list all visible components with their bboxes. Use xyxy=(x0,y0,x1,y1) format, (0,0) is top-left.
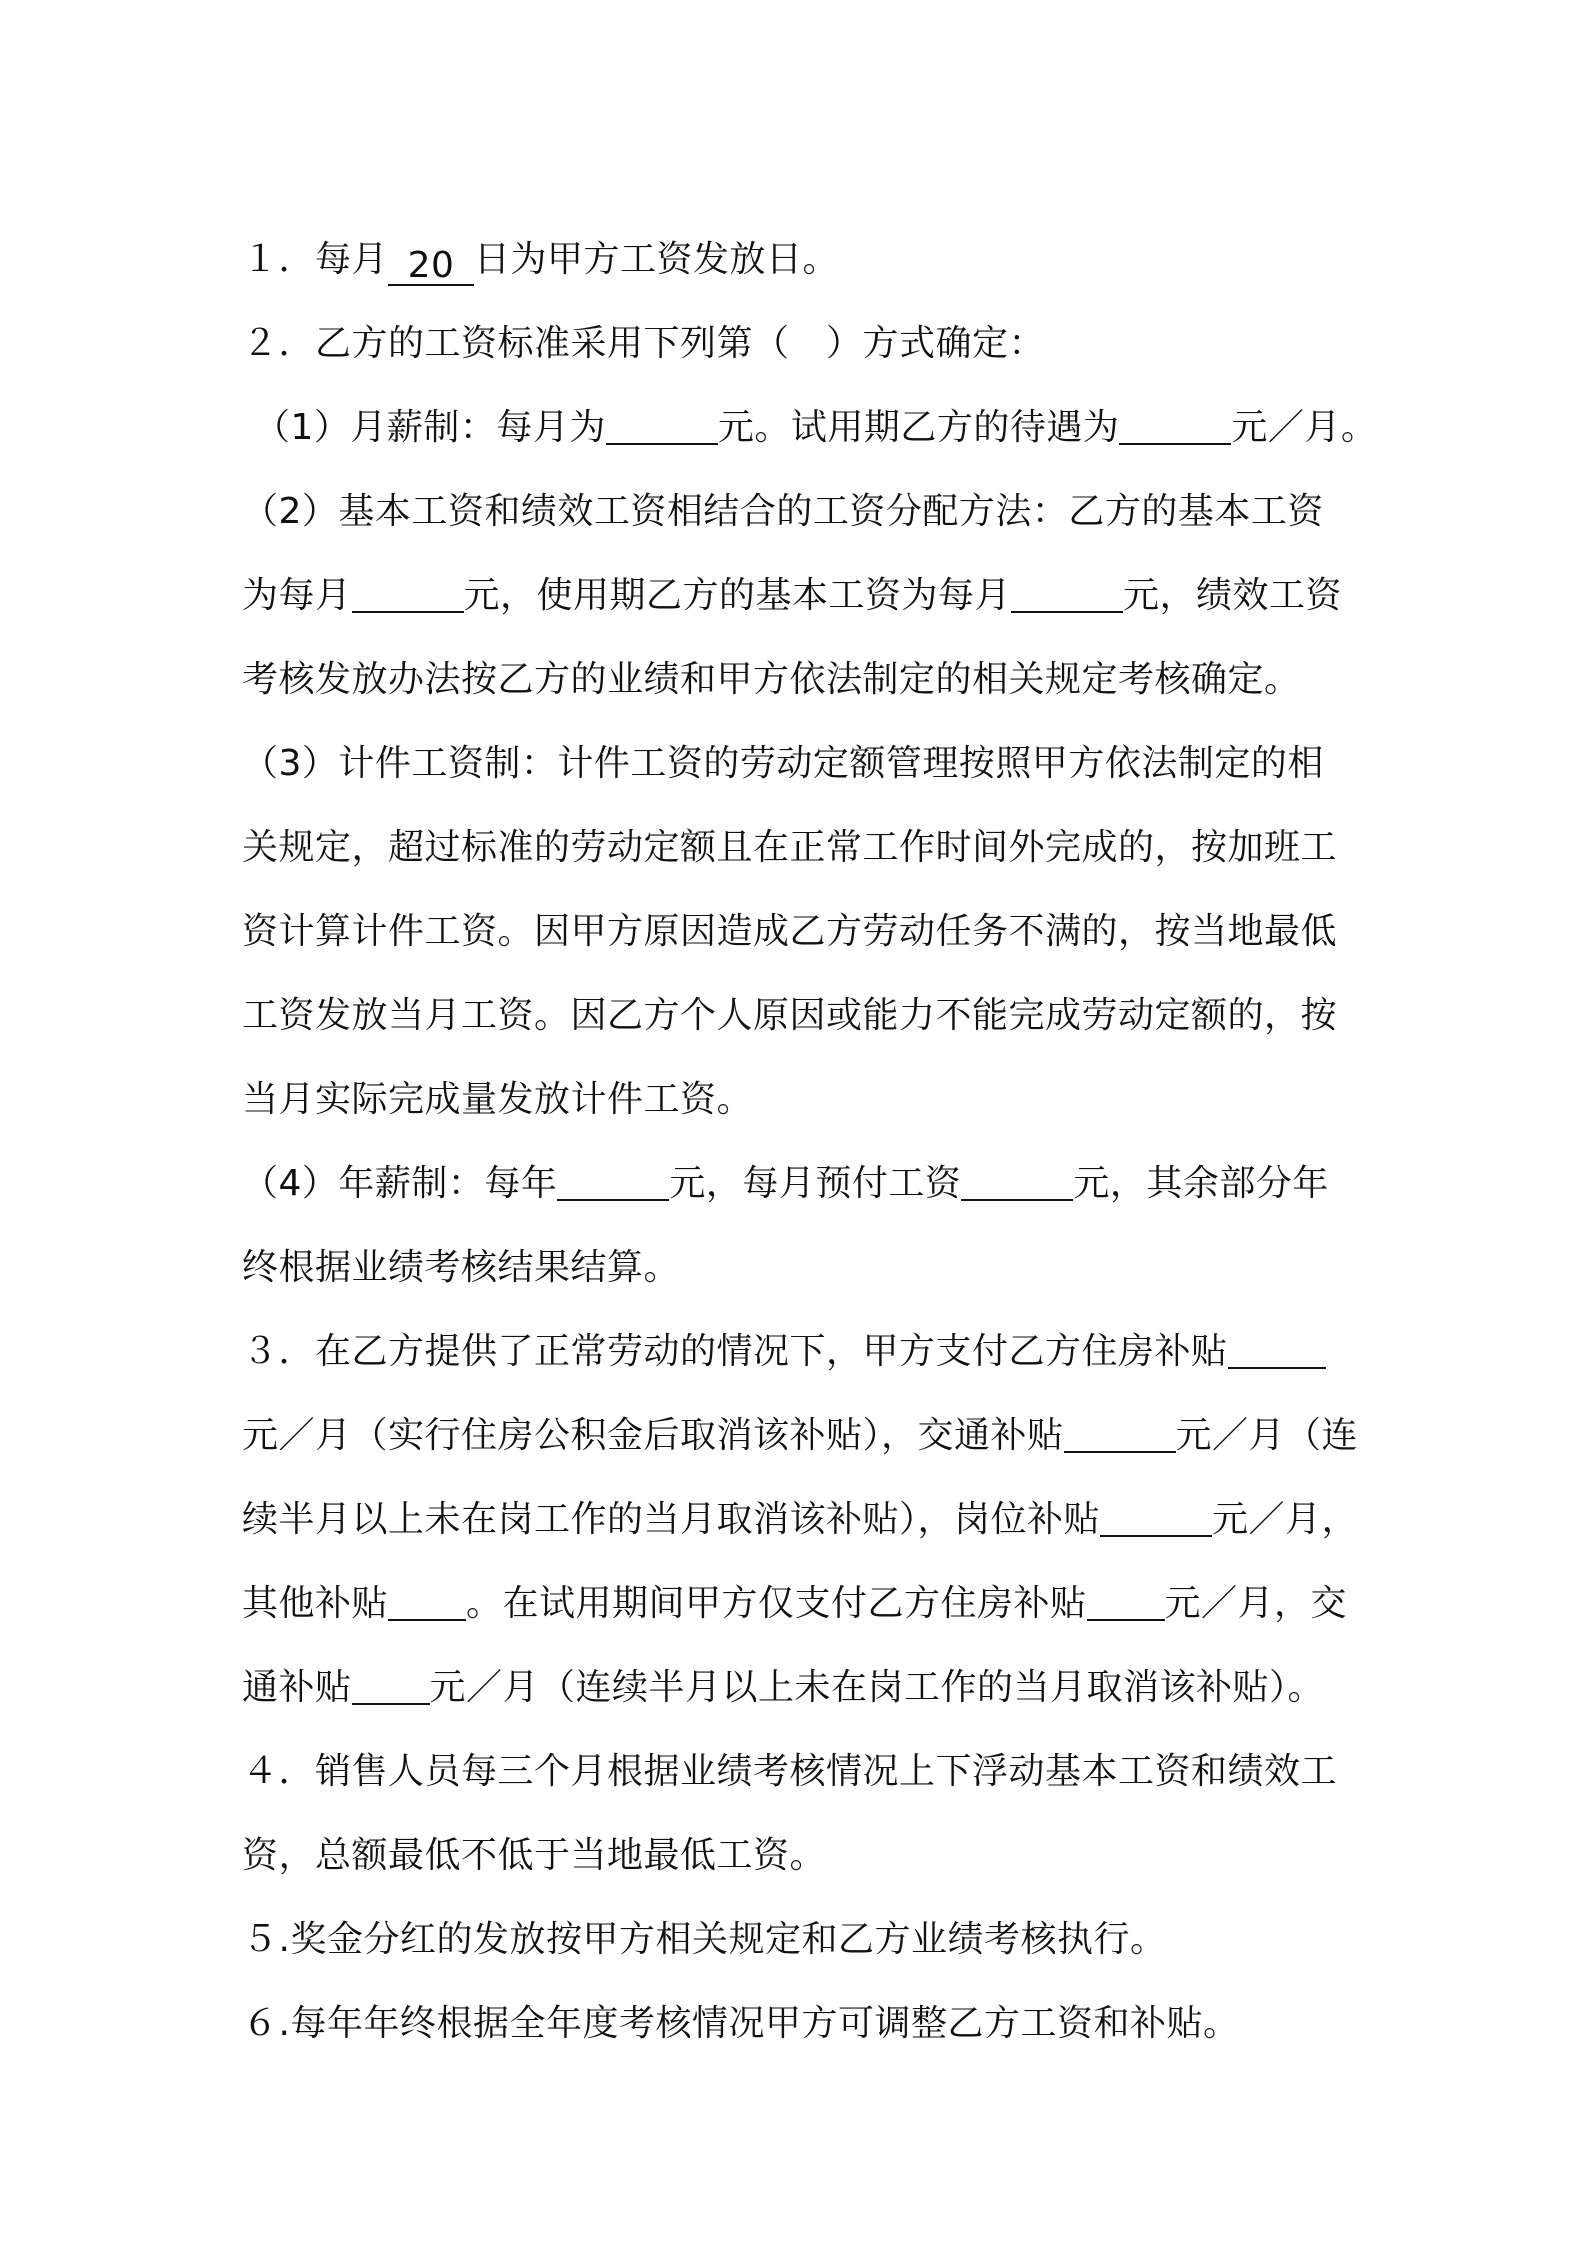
trial-transport-text: 通补贴 xyxy=(242,1667,352,1708)
pay-day-blank: 20 xyxy=(388,246,474,286)
clause-2-2: （2）基本工资和绩效工资相结合的工资分配方法：乙方的基本工资 xyxy=(242,491,1324,532)
transport-allowance-blank xyxy=(1064,1413,1176,1453)
housing-text: ３．在乙方提供了正常劳动的情况下，甲方支付乙方住房补贴 xyxy=(242,1331,1228,1372)
clause-1-text-end: 日为甲方工资发放日。 xyxy=(474,239,840,280)
monthly-salary-text: （1）月薪制：每月为 xyxy=(253,407,606,448)
post-allowance-blank xyxy=(1100,1497,1212,1537)
base-pay-blank xyxy=(352,573,464,613)
clause-5: ５.奖金分红的发放按甲方相关规定和乙方业绩考核执行。 xyxy=(242,1919,1167,1960)
clause-3-line3 xyxy=(242,1478,1360,1562)
clause-3-line2 xyxy=(242,1394,1360,1478)
clause-2-3-line3: 资计算计件工资。因甲方原因造成乙方劳动任务不满的，按当地最低 xyxy=(242,911,1338,952)
trial-base-pay-blank xyxy=(1011,573,1123,613)
base-pay-text: 为每月 xyxy=(242,575,352,616)
other-allowance-blank xyxy=(388,1581,466,1621)
clause-3 xyxy=(242,1310,1360,1394)
clause-2-2-cont xyxy=(242,554,1360,638)
unit-text: 元／月。 xyxy=(1231,407,1378,448)
clause-2-4 xyxy=(242,1142,1360,1226)
monthly-salary-blank xyxy=(606,405,718,445)
contract-text xyxy=(242,218,1378,2066)
clause-4-end: 资，总额最低不低于当地最低工资。 xyxy=(242,1835,827,1876)
clause-2-3-line4: 工资发放当月工资。因乙方个人原因或能力不能完成劳动定额的，按 xyxy=(242,995,1338,1036)
trial-transport-unit-text: 元／月（连续半月以上未在岗工作的当月取消该补贴）。 xyxy=(429,1667,1325,1708)
annual-salary-text: （4）年薪制：每年 xyxy=(242,1163,558,1204)
clause-2-3: （3）计件工资制：计件工资的劳动定额管理按照甲方依法制定的相 xyxy=(242,743,1324,784)
probation-salary-blank xyxy=(1119,405,1231,445)
trial-housing-blank xyxy=(1087,1581,1165,1621)
trial-housing-text: 。在试用期间甲方仅支付乙方住房补贴 xyxy=(466,1583,1087,1624)
other-text: 其他补贴 xyxy=(242,1583,389,1624)
clause-2-3-line5: 当月实际完成量发放计件工资。 xyxy=(242,1079,754,1120)
prepaid-blank xyxy=(961,1161,1073,1201)
clause-2-3-line2: 关规定，超过标准的劳动定额且在正常工作时间外完成的，按加班工 xyxy=(242,827,1338,868)
post-text: 续半月以上未在岗工作的当月取消该补贴），岗位补贴 xyxy=(242,1499,1101,1540)
clause-3-line5 xyxy=(242,1646,1360,1730)
clause-2-1 xyxy=(242,386,1378,470)
remainder-text: 元，其余部分年 xyxy=(1073,1163,1329,1204)
clause-2: ２．乙方的工资标准采用下列第（ ）方式确定： xyxy=(242,323,1046,364)
clause-1 xyxy=(242,218,1360,302)
transport-text: 元／月（实行住房公积金后取消该补贴），交通补贴 xyxy=(242,1415,1064,1456)
annual-salary-blank xyxy=(557,1161,669,1201)
clause-2-2-end: 考核发放办法按乙方的业绩和甲方依法制定的相关规定考核确定。 xyxy=(242,659,1301,700)
clause-4: ４．销售人员每三个月根据业绩考核情况上下浮动基本工资和绩效工 xyxy=(242,1751,1338,1792)
clause-1-text: １．每月 xyxy=(242,239,389,280)
prepaid-text: 元，每月预付工资 xyxy=(669,1163,962,1204)
performance-text: 元，绩效工资 xyxy=(1123,575,1343,616)
clause-2-4-end: 终根据业绩考核结果结算。 xyxy=(242,1247,681,1288)
clause-6: ６.每年年终根据全年度考核情况甲方可调整乙方工资和补贴。 xyxy=(242,2003,1240,2044)
trial-housing-unit-text: 元／月，交 xyxy=(1164,1583,1348,1624)
transport-unit-text: 元／月（连 xyxy=(1175,1415,1359,1456)
trial-base-pay-text: 元，使用期乙方的基本工资为每月 xyxy=(463,575,1012,616)
probation-text: 元。试用期乙方的待遇为 xyxy=(717,407,1120,448)
housing-allowance-blank xyxy=(1228,1329,1326,1369)
trial-transport-blank xyxy=(352,1665,430,1705)
post-unit-text: 元／月， xyxy=(1212,1499,1359,1540)
clause-3-line4 xyxy=(242,1562,1360,1646)
